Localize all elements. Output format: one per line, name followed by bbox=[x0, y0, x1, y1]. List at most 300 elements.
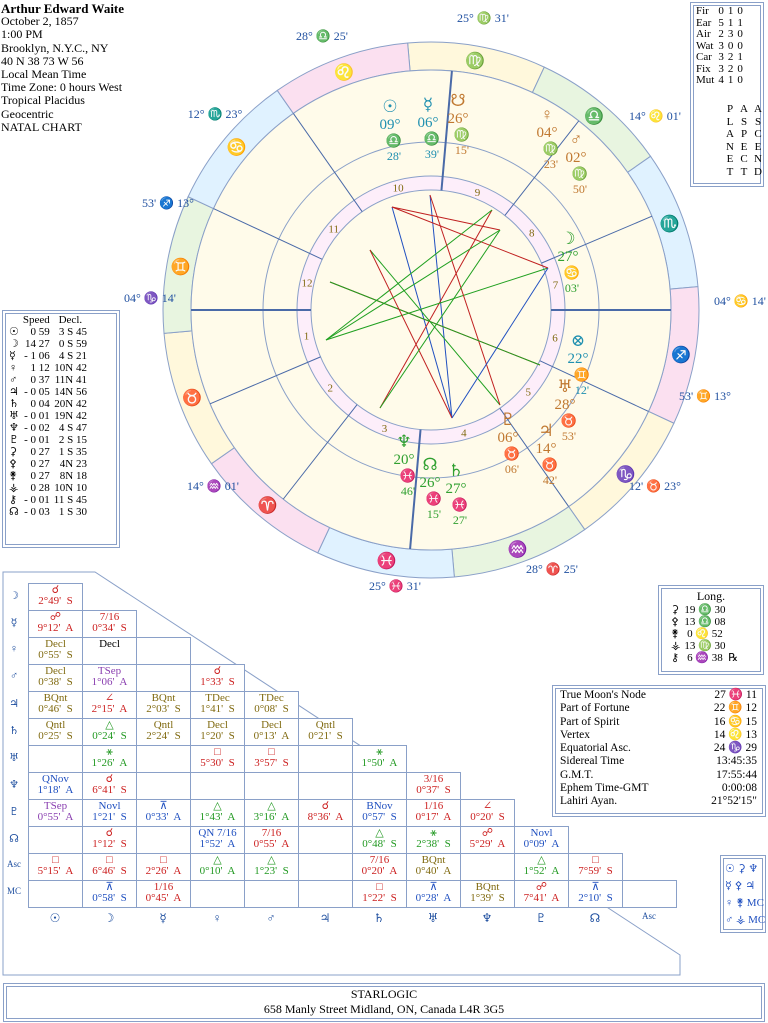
coordinates: 40 N 38 73 W 56 bbox=[1, 53, 84, 68]
point-value: 13:45:35 bbox=[716, 755, 757, 768]
aspect-symbol: Qntl bbox=[315, 719, 336, 731]
speed-value: 0 37 bbox=[27, 374, 50, 386]
house-cusp-label: 53' ♊ 13° bbox=[679, 389, 731, 403]
grid-row-label: Asc bbox=[7, 859, 21, 869]
aspect-symbol: TDec bbox=[205, 692, 230, 704]
aspect-cell bbox=[28, 799, 83, 827]
aspect-orb: 1°12' S bbox=[92, 838, 127, 850]
aspect-cell bbox=[136, 718, 191, 746]
house-number: 1 bbox=[303, 330, 310, 343]
aspect-symbol: Novl bbox=[98, 800, 121, 812]
element-label: Air bbox=[696, 28, 711, 40]
point-label: Part of Fortune bbox=[560, 702, 630, 715]
element-count: 3 bbox=[718, 62, 724, 75]
aspect-orb: 5°15' A bbox=[37, 865, 74, 877]
aspect-cell bbox=[28, 664, 83, 692]
grid-col-label: ♇ bbox=[535, 911, 547, 925]
aspect-symbol: Decl bbox=[261, 719, 282, 731]
asteroid-row bbox=[669, 640, 740, 652]
planet-minute: 50' bbox=[572, 182, 588, 196]
aspect-cell bbox=[298, 853, 353, 881]
element-label: Fir bbox=[696, 5, 709, 17]
aspect-orb: 0°24' S bbox=[92, 730, 127, 742]
aspect-symbol: ☌ bbox=[321, 800, 330, 812]
declination-value: 11 S 45 bbox=[53, 494, 87, 506]
speed-value: - 0 03 bbox=[24, 506, 50, 518]
legend-row: ♂ ⚶ MC bbox=[725, 914, 766, 926]
aspect-symbol: △ bbox=[213, 800, 222, 812]
declination-value: 10N 10 bbox=[54, 482, 87, 494]
aspect-orb: 5°29' A bbox=[469, 838, 506, 850]
aspect-symbol: BQnt bbox=[43, 692, 68, 704]
planet-sign: ♓ bbox=[451, 497, 469, 512]
aspect-symbol: ⚹ bbox=[430, 827, 437, 839]
planet-glyph: ☉ bbox=[9, 326, 19, 338]
planet-glyph: ♆ bbox=[396, 432, 412, 451]
aspect-cell bbox=[352, 745, 407, 773]
aspect-cell bbox=[28, 583, 83, 611]
planet-glyph: ♄ bbox=[9, 398, 19, 410]
aspect-cell bbox=[28, 691, 83, 719]
house-number: 2 bbox=[327, 382, 333, 395]
planet-glyph: ♀ bbox=[9, 362, 18, 374]
aspect-orb: 1°33' S bbox=[200, 676, 235, 688]
aspect-cell bbox=[514, 853, 569, 881]
house-cusp-label: 25° ♓ 31' bbox=[369, 579, 421, 593]
grid-col-label: ☉ bbox=[49, 911, 61, 925]
planet-degree: 06° bbox=[497, 430, 519, 446]
planet-degree: 09° bbox=[379, 117, 401, 133]
planet-minute: 06' bbox=[504, 462, 520, 476]
aspect-cell bbox=[460, 826, 515, 854]
planet-sign: ♉ bbox=[541, 457, 559, 472]
aspect-orb: 2°10' S bbox=[578, 892, 613, 904]
point-value: 17:55:44 bbox=[716, 768, 757, 781]
element-count: 3 bbox=[727, 28, 734, 40]
speed-value: 0 04 bbox=[27, 398, 50, 410]
point-label: Ephem Time-GMT bbox=[560, 782, 649, 795]
aspect-cell bbox=[568, 880, 623, 908]
element-count: 1 bbox=[737, 16, 743, 29]
aspect-symbol: □ bbox=[160, 854, 167, 866]
house-cusp-label: 14° ♌ 01' bbox=[629, 109, 681, 123]
birth-time: 1:00 PM bbox=[1, 27, 43, 42]
planet-glyph: ♆ bbox=[9, 422, 19, 434]
asteroid-glyph: ⚵ bbox=[671, 628, 680, 640]
speed-value: 1 12 bbox=[27, 362, 50, 374]
point-row bbox=[556, 742, 761, 755]
aspect-cell bbox=[82, 853, 137, 881]
aspect-cell bbox=[244, 772, 299, 800]
aspect-symbol: □ bbox=[592, 854, 599, 866]
aspect-cell bbox=[298, 745, 353, 773]
asteroid-row bbox=[669, 652, 740, 664]
declination-value: 14N 56 bbox=[54, 386, 87, 398]
planet-minute: 28' bbox=[386, 149, 402, 163]
planet-sign: ♉ bbox=[503, 446, 521, 461]
grid-col-label: ♂ bbox=[266, 911, 276, 925]
aspect-orb: 1°23' S bbox=[254, 865, 289, 877]
planet-minute: 15' bbox=[454, 143, 470, 157]
element-label: Fix bbox=[696, 62, 711, 75]
point-label: Lahiri Ayan. bbox=[560, 795, 618, 808]
aspect-orb: 7°41' A bbox=[523, 892, 560, 904]
zodiac-sign-glyph: ♉ bbox=[182, 389, 203, 407]
aspect-cell bbox=[244, 826, 299, 854]
house-number: 8 bbox=[529, 227, 535, 240]
aspect-symbol: 3/16 bbox=[423, 773, 444, 785]
planet-degree: 04° bbox=[536, 125, 558, 141]
aspect-orb: 0°13' A bbox=[253, 730, 290, 742]
planet-minute: 27' bbox=[452, 513, 468, 527]
aspect-orb: 2°24' S bbox=[146, 730, 181, 742]
speed-value: 0 28 bbox=[27, 482, 50, 494]
planet-glyph: ♇ bbox=[9, 434, 19, 446]
aspect-cell bbox=[460, 799, 515, 827]
house-number: 3 bbox=[381, 423, 388, 436]
aspect-cell bbox=[622, 880, 677, 908]
planet-minute: 12' bbox=[574, 383, 590, 397]
grid-row-label: ☽ bbox=[9, 590, 19, 602]
asteroid-longitude: 19 ♎ 30 bbox=[684, 604, 726, 616]
aspect-cell bbox=[406, 772, 461, 800]
grid-row-label: ♆ bbox=[9, 779, 19, 791]
aspect-cell bbox=[190, 799, 245, 827]
aspect-cell bbox=[190, 718, 245, 746]
planet-degree: 02° bbox=[565, 150, 587, 166]
element-count: 1 bbox=[737, 51, 743, 63]
aspect-cell bbox=[136, 880, 191, 908]
point-label: True Moon's Node bbox=[560, 689, 646, 701]
aspect-orb: 0°28' A bbox=[415, 892, 452, 904]
speed-value: - 0 02 bbox=[24, 422, 50, 434]
aspect-symbol: QNov bbox=[42, 773, 69, 785]
aspect-symbol: BQnt bbox=[421, 854, 446, 866]
element-count: 2 bbox=[727, 51, 734, 63]
element-count: 4 bbox=[718, 74, 724, 86]
asteroid-glyph: ⚷ bbox=[671, 652, 680, 664]
aspect-symbol: ☍ bbox=[481, 827, 494, 839]
aspect-orb: 1°50' A bbox=[361, 757, 398, 769]
aspect-symbol: ☌ bbox=[213, 665, 222, 677]
zodiac-sign-glyph: ♐ bbox=[671, 347, 692, 365]
asteroid-glyph: ⚴ bbox=[671, 616, 680, 628]
time-type: Local Mean Time bbox=[1, 67, 87, 82]
house-number: 10 bbox=[392, 182, 404, 195]
planet-sign: ♍ bbox=[571, 166, 589, 181]
speed-value: 0 59 bbox=[27, 326, 50, 338]
grid-col-label: ♃ bbox=[319, 911, 331, 925]
aspect-cell bbox=[352, 853, 407, 881]
aspect-symbol: ⚹ bbox=[106, 746, 113, 758]
planet-glyph: ⚶ bbox=[9, 482, 19, 494]
speed-value: 14 27 bbox=[25, 338, 50, 350]
aspect-symbol: QN 7/16 bbox=[198, 827, 237, 839]
timezone: Time Zone: 0 hours West bbox=[1, 80, 123, 95]
aspect-cell bbox=[298, 799, 353, 827]
aspect-cell bbox=[82, 772, 137, 800]
declination-value: 1 S 35 bbox=[56, 446, 87, 458]
declination-value: 8N 18 bbox=[57, 470, 87, 482]
long-header: Long. bbox=[696, 589, 726, 603]
house-cusp-label: 25° ♍ 31' bbox=[457, 11, 509, 25]
planet-glyph: ⚵ bbox=[9, 470, 18, 482]
aspect-symbol: △ bbox=[105, 719, 114, 731]
point-row bbox=[556, 689, 761, 702]
planet-sign: ♋ bbox=[563, 265, 581, 280]
planet-degree: 26° bbox=[447, 111, 469, 127]
aspect-symbol: △ bbox=[375, 827, 384, 839]
aspect-cell bbox=[82, 691, 137, 719]
point-label: Vertex bbox=[560, 728, 591, 741]
aspect-cell bbox=[28, 637, 83, 665]
aspect-symbol: Novl bbox=[530, 827, 553, 839]
aspect-orb: 0°08' S bbox=[254, 703, 289, 715]
aspect-orb: 2°38' S bbox=[416, 838, 451, 850]
point-label: Part of Spirit bbox=[560, 715, 620, 728]
planet-glyph: ♂ bbox=[9, 374, 18, 386]
aspect-orb: 1°22' S bbox=[362, 892, 397, 904]
aspect-orb: 2°26' A bbox=[145, 865, 182, 877]
aspect-orb: 0°38' S bbox=[38, 676, 73, 688]
aspect-cell bbox=[136, 691, 191, 719]
aspect-cell bbox=[244, 799, 299, 827]
point-row bbox=[556, 795, 761, 808]
aspect-symbol: TSep bbox=[43, 800, 68, 812]
aspect-symbol: ∠ bbox=[104, 692, 115, 704]
planet-minute: 23' bbox=[543, 157, 559, 171]
aspect-cell bbox=[190, 826, 245, 854]
aspect-cell bbox=[136, 745, 191, 773]
aspect-cell bbox=[244, 880, 299, 908]
legend-row: ♀ ⚵ MC bbox=[725, 897, 764, 909]
planet-degree: 27° bbox=[445, 481, 467, 497]
aspect-orb: 0°55' A bbox=[37, 811, 74, 823]
declination-value: 0 S 59 bbox=[56, 338, 87, 350]
aspect-cell bbox=[352, 799, 407, 827]
aspect-symbol: □ bbox=[106, 854, 113, 866]
element-count: 1 bbox=[727, 16, 734, 29]
birth-place: Brooklyn, N.Y.C., NY bbox=[1, 40, 109, 55]
aspect-symbol: ☍ bbox=[535, 881, 548, 893]
planet-glyph: ♄ bbox=[448, 461, 464, 480]
point-label: Equatorial Asc. bbox=[560, 742, 631, 755]
aspect-symbol: □ bbox=[376, 881, 383, 893]
planet-glyph: ♅ bbox=[9, 410, 19, 422]
aspect-orb: 2°49' S bbox=[38, 595, 73, 607]
aspect-symbol: ☌ bbox=[105, 827, 114, 839]
aspect-orb: 0°57' S bbox=[362, 811, 397, 823]
planet-degree: 20° bbox=[393, 452, 415, 468]
aspect-symbol: 1/16 bbox=[423, 800, 444, 812]
asteroid-glyph: ⚶ bbox=[671, 640, 681, 652]
aspect-cell bbox=[460, 880, 515, 908]
house-number: 7 bbox=[552, 279, 559, 292]
planet-glyph: ☿ bbox=[422, 95, 434, 114]
grid-row-label: ♂ bbox=[9, 670, 19, 682]
aspect-symbol: Decl bbox=[45, 665, 66, 677]
grid-col-label: ☊ bbox=[589, 911, 601, 925]
point-row bbox=[556, 755, 761, 768]
vertical-label: A S C E N D bbox=[754, 103, 762, 178]
aspect-orb: 1°52' A bbox=[199, 838, 236, 850]
birth-date: October 2, 1857 bbox=[1, 14, 79, 29]
planet-minute: 46' bbox=[400, 484, 416, 498]
aspect-cell bbox=[82, 799, 137, 827]
planet-minute: 39' bbox=[424, 147, 440, 161]
company-name: STARLOGIC bbox=[350, 987, 418, 1001]
zodiac-sign-glyph: ♌ bbox=[334, 64, 355, 82]
aspect-orb: 0°55' A bbox=[253, 838, 290, 850]
speed-value: - 0 05 bbox=[24, 386, 50, 398]
speed-value: 0 27 bbox=[27, 470, 50, 482]
aspect-cell bbox=[406, 880, 461, 908]
planet-glyph: ☽ bbox=[560, 229, 576, 248]
zodiac-sign-glyph: ♋ bbox=[226, 139, 247, 157]
aspect-symbol: □ bbox=[52, 854, 59, 866]
point-value: 16 ♋ 15 bbox=[713, 715, 757, 728]
column-header: Decl. bbox=[58, 314, 83, 326]
aspect-orb: 6°41' S bbox=[92, 784, 127, 796]
grid-col-label: ☿ bbox=[159, 911, 167, 925]
aspect-symbol: Decl bbox=[99, 638, 120, 650]
aspect-orb: 1°52' A bbox=[523, 865, 560, 877]
planet-minute: 42' bbox=[542, 473, 558, 487]
aspect-cell bbox=[28, 718, 83, 746]
element-count: 0 bbox=[727, 39, 734, 52]
aspect-orb: 0°17' A bbox=[415, 811, 452, 823]
planet-degree: 28° bbox=[554, 397, 576, 413]
element-label: Mut bbox=[696, 74, 715, 86]
grid-col-label: ☽ bbox=[103, 911, 115, 925]
asteroid-row bbox=[669, 604, 740, 616]
element-count: 0 bbox=[737, 28, 743, 40]
aspect-symbol: Qntl bbox=[45, 719, 66, 731]
house-system: Tropical Placidus bbox=[1, 93, 85, 108]
grid-col-label: ♄ bbox=[373, 911, 385, 925]
grid-row-label: ☿ bbox=[10, 617, 18, 629]
legend-row: ☉ ⚳ ♆ bbox=[725, 863, 759, 875]
aspect-cell bbox=[136, 853, 191, 881]
planet-sign: ♊ bbox=[573, 367, 591, 382]
planet-minute: 03' bbox=[564, 281, 580, 295]
aspect-symbol: □ bbox=[214, 746, 221, 758]
aspect-orb: 3°57' S bbox=[254, 757, 289, 769]
aspect-cell bbox=[190, 880, 245, 908]
aspect-cell bbox=[28, 745, 83, 773]
aspect-cell bbox=[244, 718, 299, 746]
point-value: 14 ♌ 13 bbox=[713, 728, 757, 741]
footer bbox=[3, 983, 765, 1022]
planet-sign: ♎ bbox=[385, 133, 403, 148]
aspect-cell bbox=[82, 664, 137, 692]
planet-degree: 14° bbox=[535, 441, 557, 457]
house-cusp-label: 28° ♎ 25' bbox=[296, 29, 348, 43]
aspect-orb: 0°34' S bbox=[92, 622, 127, 634]
aspect-symbol: ⚹ bbox=[376, 746, 383, 758]
asteroid-row bbox=[669, 628, 740, 640]
declination-value: 4N 23 bbox=[57, 458, 87, 470]
aspect-orb: 8°36' A bbox=[307, 811, 344, 823]
point-value: 22 ♊ 12 bbox=[713, 702, 757, 715]
point-value: 21°52'15" bbox=[711, 795, 757, 808]
planet-glyph: ♂ bbox=[569, 130, 583, 149]
planet-sign: ♉ bbox=[560, 413, 578, 428]
planet-degree: 22° bbox=[567, 351, 589, 367]
aspect-cell bbox=[28, 826, 83, 854]
aspect-orb: 1°20' S bbox=[200, 730, 235, 742]
aspect-cell bbox=[190, 664, 245, 692]
grid-row-label: ♇ bbox=[9, 806, 19, 818]
declination-value: 1 S 30 bbox=[56, 506, 87, 518]
planet-degree: 27° bbox=[557, 249, 579, 265]
aspect-orb: 0°46' S bbox=[38, 703, 73, 715]
asteroid-longitude: 13 ♎ 08 bbox=[684, 616, 726, 628]
aspect-orb: 5°30' S bbox=[200, 757, 235, 769]
house-number: 11 bbox=[328, 223, 340, 236]
declination-value: 20N 42 bbox=[54, 398, 87, 410]
aspect-symbol: BQnt bbox=[151, 692, 176, 704]
aspect-symbol: 7/16 bbox=[99, 611, 120, 623]
grid-col-label: ♀ bbox=[212, 911, 222, 925]
house-cusp-label: 14° ♒ 01' bbox=[187, 479, 239, 493]
aspect-cell bbox=[136, 799, 191, 827]
grid-row-label: ♃ bbox=[9, 698, 19, 710]
house-cusp-label: 12' ♉ 23° bbox=[629, 479, 681, 493]
aspect-cell bbox=[298, 718, 353, 746]
aspect-orb: 1°39' S bbox=[470, 892, 505, 904]
aspect-orb: 0°40' A bbox=[415, 865, 452, 877]
asteroid-glyph: ⚳ bbox=[671, 604, 680, 616]
aspect-symbol: △ bbox=[267, 800, 276, 812]
speed-value: 0 27 bbox=[27, 446, 50, 458]
point-value: 24 ♑ 29 bbox=[713, 742, 757, 755]
aspect-cell bbox=[82, 826, 137, 854]
aspect-cell bbox=[298, 880, 353, 908]
planet-glyph: ⚷ bbox=[9, 494, 18, 506]
aspect-symbol: TSep bbox=[97, 665, 122, 677]
aspect-orb: 0°33' A bbox=[145, 811, 182, 823]
aspect-cell bbox=[28, 610, 83, 638]
planet-sign: ♓ bbox=[399, 468, 417, 483]
element-count: 0 bbox=[718, 5, 724, 17]
aspect-orb: 1°06' A bbox=[91, 676, 128, 688]
grid-row-label: ☊ bbox=[9, 833, 19, 845]
declination-value: 2 S 15 bbox=[56, 434, 87, 446]
point-row bbox=[556, 729, 761, 742]
planet-glyph: ⊗ bbox=[570, 331, 586, 350]
aspect-symbol: ☌ bbox=[105, 773, 114, 785]
declination-value: 11N 41 bbox=[54, 374, 87, 386]
aspect-orb: 0°09' A bbox=[523, 838, 560, 850]
aspect-orb: 2°15' A bbox=[91, 703, 128, 715]
aspect-cell bbox=[82, 880, 137, 908]
planet-sign: ♍ bbox=[542, 141, 560, 156]
aspect-symbol: BQnt bbox=[475, 881, 500, 893]
planet-glyph: ☊ bbox=[9, 506, 19, 518]
planet-glyph: ☿ bbox=[9, 350, 16, 362]
aspect-symbol: Decl bbox=[207, 719, 228, 731]
grid-col-label: ♅ bbox=[427, 911, 439, 925]
asteroid-longitude: 13 ♍ 30 bbox=[684, 640, 726, 652]
aspect-orb: 0°10' A bbox=[199, 865, 236, 877]
aspect-cell bbox=[244, 691, 299, 719]
house-number: 12 bbox=[301, 277, 313, 290]
aspect-symbol: ∠ bbox=[482, 800, 493, 812]
aspect-cell bbox=[190, 691, 245, 719]
company-address: 658 Manly Street Midland, ON, Canada L4R 3G5 bbox=[263, 1002, 505, 1016]
element-count: 0 bbox=[737, 62, 743, 75]
